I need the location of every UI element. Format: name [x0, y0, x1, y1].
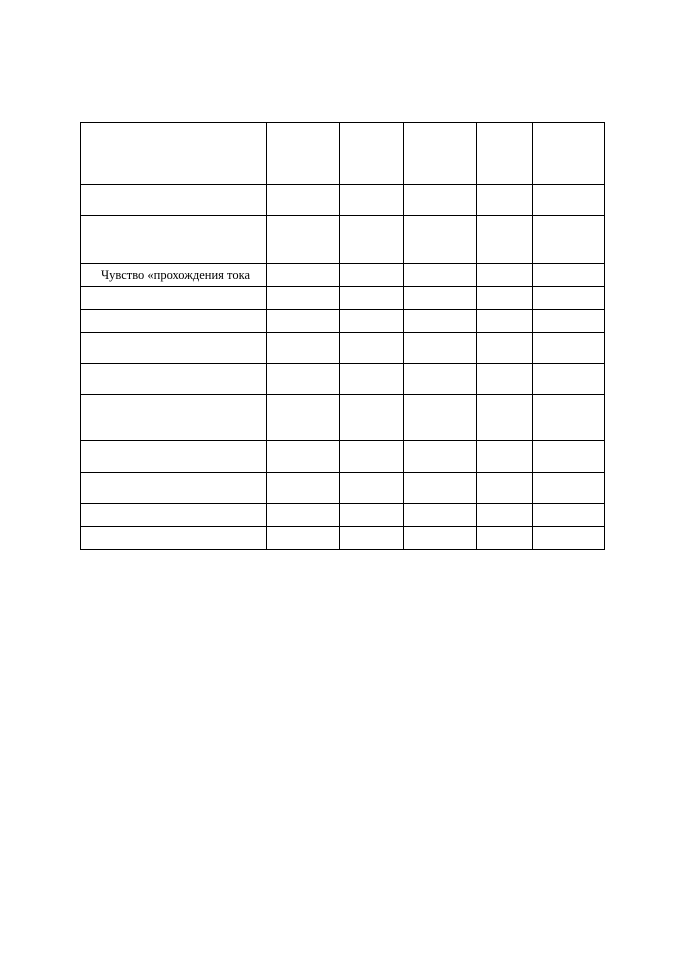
- table-cell: [267, 504, 340, 527]
- table-cell: [340, 504, 404, 527]
- table-cell: [340, 527, 404, 550]
- table-row: [81, 473, 605, 504]
- table-cell: [267, 441, 340, 473]
- table-cell: [404, 504, 477, 527]
- table-row: [81, 310, 605, 333]
- table-cell: [533, 287, 605, 310]
- table-cell: [267, 527, 340, 550]
- table-cell: [404, 216, 477, 264]
- table-cell: [477, 395, 533, 441]
- table-row: [81, 395, 605, 441]
- header-cell: [477, 123, 533, 185]
- row-label: [81, 333, 267, 364]
- table-cell: [404, 333, 477, 364]
- data-table: [80, 122, 605, 550]
- header-cell-label: [81, 123, 267, 185]
- row-label: Чувство «прохождения тока: [81, 264, 267, 287]
- row-label: [81, 310, 267, 333]
- table-cell: [340, 364, 404, 395]
- table-cell: [477, 504, 533, 527]
- table-cell: [477, 473, 533, 504]
- table-cell: [404, 287, 477, 310]
- table-cell: [404, 310, 477, 333]
- table-row: [81, 504, 605, 527]
- table-cell: [404, 473, 477, 504]
- table-cell: [533, 264, 605, 287]
- table-cell: [340, 333, 404, 364]
- table-cell: [477, 333, 533, 364]
- table-cell: [267, 395, 340, 441]
- table-cell: [340, 264, 404, 287]
- table-cell: [533, 310, 605, 333]
- table-cell: [477, 527, 533, 550]
- row-label: [81, 441, 267, 473]
- table-cell: [533, 216, 605, 264]
- header-cell: [404, 123, 477, 185]
- header-cell: [340, 123, 404, 185]
- header-cell: [533, 123, 605, 185]
- table-cell: [477, 441, 533, 473]
- row-label: [81, 527, 267, 550]
- table-cell: [267, 185, 340, 216]
- table-cell: [404, 527, 477, 550]
- table-cell: [340, 185, 404, 216]
- row-label: [81, 473, 267, 504]
- table-cell: [340, 287, 404, 310]
- table-cell: [267, 310, 340, 333]
- row-label: [81, 216, 267, 264]
- table-header-row: [81, 123, 605, 185]
- table-cell: [533, 527, 605, 550]
- table-cell: [404, 264, 477, 287]
- table-cell: [533, 185, 605, 216]
- table-cell: [267, 333, 340, 364]
- table-cell: [533, 333, 605, 364]
- table-cell: [404, 395, 477, 441]
- table-row: [81, 441, 605, 473]
- table-cell: [340, 395, 404, 441]
- table-cell: [533, 473, 605, 504]
- table-cell: [267, 364, 340, 395]
- table-cell: [340, 310, 404, 333]
- table-row: [81, 264, 605, 287]
- table-cell: [533, 395, 605, 441]
- table-cell: [477, 287, 533, 310]
- table-cell: [340, 216, 404, 264]
- table-cell: [340, 441, 404, 473]
- table-cell: [477, 216, 533, 264]
- row-label: [81, 504, 267, 527]
- row-label: [81, 364, 267, 395]
- table-cell: [533, 504, 605, 527]
- table-cell: [533, 441, 605, 473]
- row-label: [81, 395, 267, 441]
- table-cell: [477, 310, 533, 333]
- table-row: [81, 287, 605, 310]
- table-cell: [404, 441, 477, 473]
- table-cell: [267, 216, 340, 264]
- table-cell: [477, 185, 533, 216]
- row-label: [81, 185, 267, 216]
- header-cell: [267, 123, 340, 185]
- table-row: [81, 333, 605, 364]
- table-row: [81, 527, 605, 550]
- table-cell: [267, 473, 340, 504]
- table-row: [81, 185, 605, 216]
- table-cell: [533, 364, 605, 395]
- table-row: [81, 216, 605, 264]
- table-cell: [267, 264, 340, 287]
- table-cell: [404, 364, 477, 395]
- table-cell: [477, 364, 533, 395]
- table-cell: [340, 473, 404, 504]
- row-label: [81, 287, 267, 310]
- table-row: [81, 364, 605, 395]
- table-cell: [267, 287, 340, 310]
- table-cell: [404, 185, 477, 216]
- table-cell: [477, 264, 533, 287]
